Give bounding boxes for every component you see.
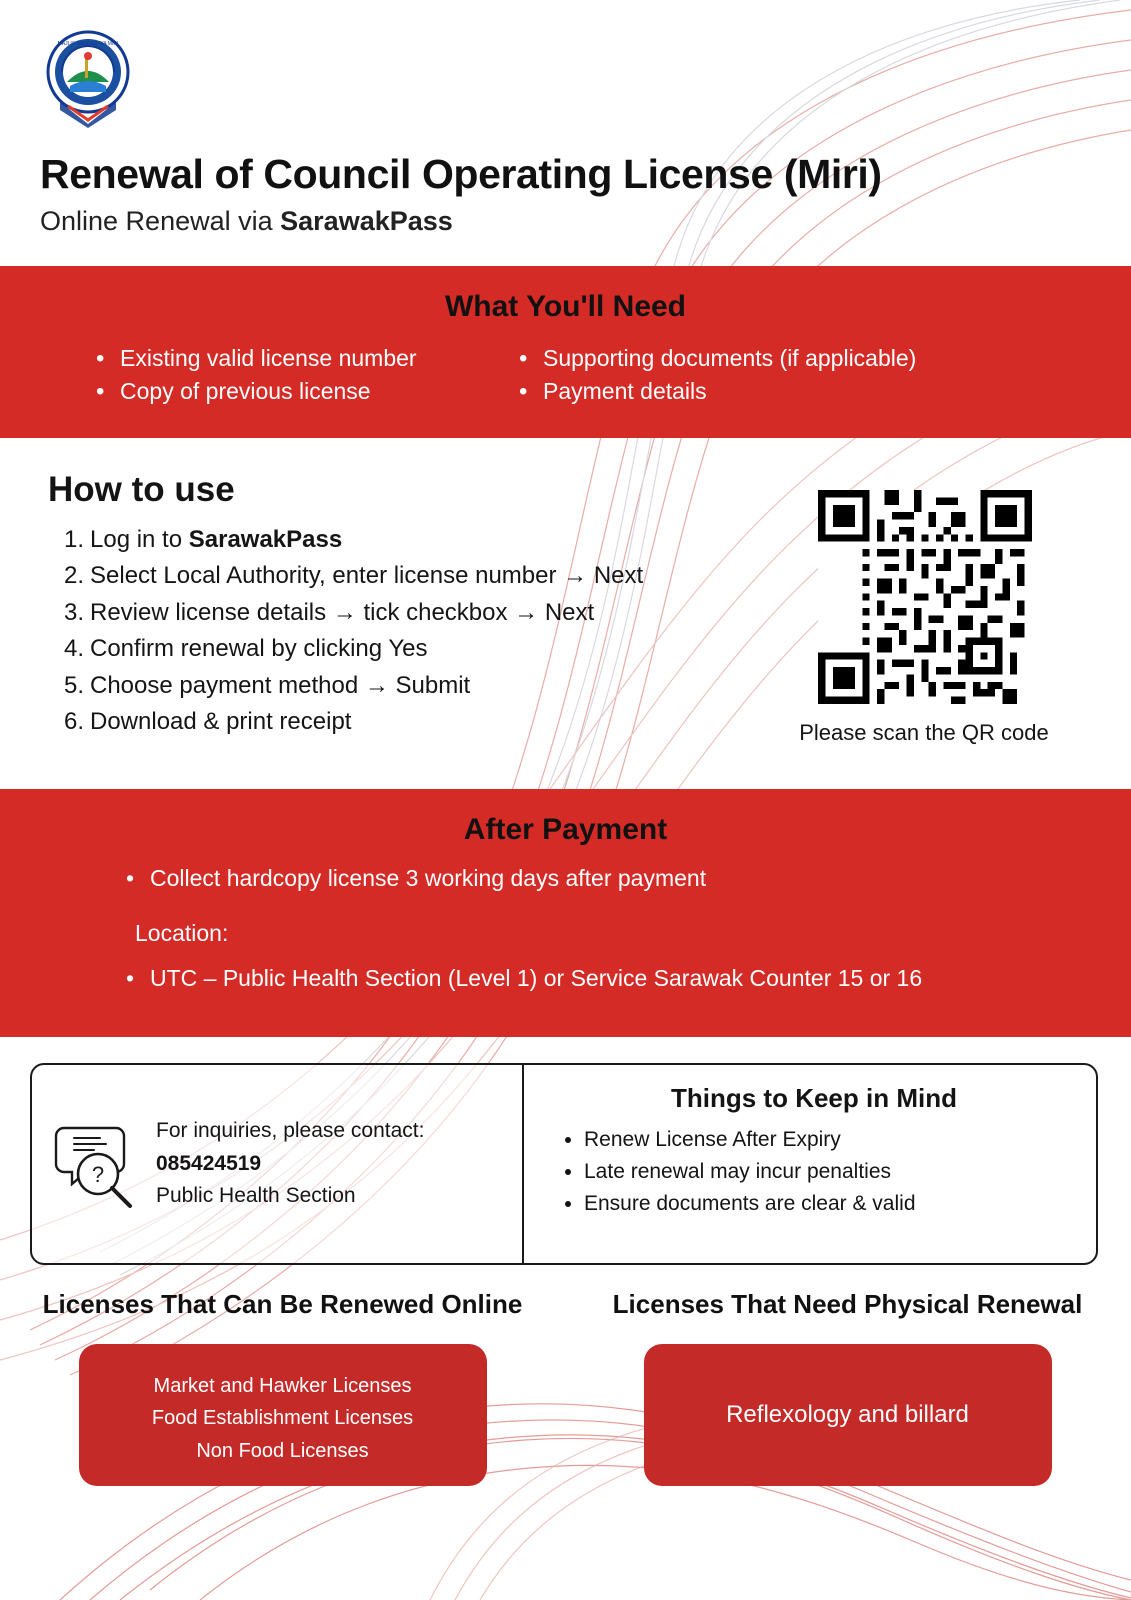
qr-code-caption: Please scan the QR code [799, 720, 1049, 745]
svg-text:?: ? [91, 1162, 105, 1187]
keep-in-mind-panel [524, 1065, 1096, 1263]
list-item: • Renew License After Expiry [584, 1124, 1074, 1156]
miri-city-council-crest-logo [42, 28, 134, 128]
contact-department: Public Health Section [156, 1184, 356, 1208]
what-you-need-section [0, 266, 1131, 438]
after-payment-list [0, 865, 1131, 892]
contact-text [156, 1115, 424, 1213]
question-magnifier-icon [54, 1118, 140, 1210]
qr-code-icon[interactable] [818, 490, 1032, 704]
list-item: • Payment details [515, 375, 1061, 408]
list-item [48, 522, 778, 558]
keep-in-mind-list [554, 1124, 1074, 1220]
page-title: Renewal of Council Operating License (Miri) [40, 151, 882, 197]
contact-panel [32, 1065, 524, 1263]
list-item: • Collect hardcopy license 3 working days after payment [120, 865, 1011, 892]
list-item: • Supporting documents (if applicable) [515, 342, 1061, 375]
poster-header [40, 152, 1100, 237]
list-item: Review license details → tick checkbox → Next [90, 598, 595, 626]
after-payment-heading: After Payment [463, 813, 668, 846]
info-box [30, 1063, 1098, 1265]
subtitle-brand: SarawakPass [280, 205, 453, 236]
how-to-use-section [48, 470, 778, 741]
list-item: • Late renewal may incur penalties [584, 1156, 1074, 1188]
svg-text:MAJLIS BANDARAYA MIRI: MAJLIS BANDARAYA MIRI [57, 41, 119, 47]
list-item: Reflexology and billard [726, 1400, 969, 1428]
list-item: Select Local Authority, enter license number → Next [90, 562, 644, 590]
location-label: Location: [135, 920, 229, 946]
list-item: Download & print receipt [90, 708, 352, 736]
page-subtitle [40, 206, 1100, 237]
what-you-need-columns [0, 342, 1131, 409]
after-payment-section [0, 789, 1131, 1037]
physical-renewal-column [565, 1288, 1130, 1486]
online-renewal-heading: Licenses That Can Be Renewed Online [42, 1289, 523, 1319]
how-to-use-steps [48, 522, 778, 741]
online-renewal-column [0, 1288, 565, 1486]
list-item: Non Food Licenses [196, 1439, 369, 1462]
location-list [0, 965, 1131, 992]
list-item: • Existing valid license number [92, 342, 515, 375]
list-item: Food Establishment Licenses [151, 1407, 414, 1430]
step-strong: SarawakPass [188, 526, 343, 553]
list-item: Choose payment method → Submit [90, 671, 471, 699]
subtitle-prefix: Online Renewal via [40, 205, 281, 236]
keep-in-mind-heading: Things to Keep in Mind [671, 1083, 957, 1113]
contact-phone[interactable]: 085424519 [156, 1151, 262, 1175]
physical-renewal-heading: Licenses That Need Physical Renewal [612, 1289, 1083, 1319]
list-item: • Copy of previous license [92, 375, 515, 408]
list-item: • Ensure documents are clear & valid [584, 1188, 1074, 1220]
how-to-use-heading: How to use [48, 470, 235, 509]
list-item: Confirm renewal by clicking Yes [90, 635, 428, 663]
qr-code-block [799, 490, 1049, 746]
list-item: • UTC – Public Health Section (Level 1) or Service Sarawak Counter 15 or 16 [120, 965, 1011, 992]
what-you-need-heading: What You'll Need [444, 290, 687, 323]
what-you-need-column-left [70, 342, 515, 409]
contact-intro: For inquiries, please contact: [156, 1119, 425, 1143]
online-renewal-pill [79, 1344, 487, 1486]
list-item: Market and Hawker Licenses [153, 1374, 412, 1397]
license-categories [0, 1288, 1131, 1486]
physical-renewal-pill [644, 1344, 1052, 1486]
step-text: Log in to [90, 526, 189, 553]
what-you-need-column-right [515, 342, 1061, 409]
